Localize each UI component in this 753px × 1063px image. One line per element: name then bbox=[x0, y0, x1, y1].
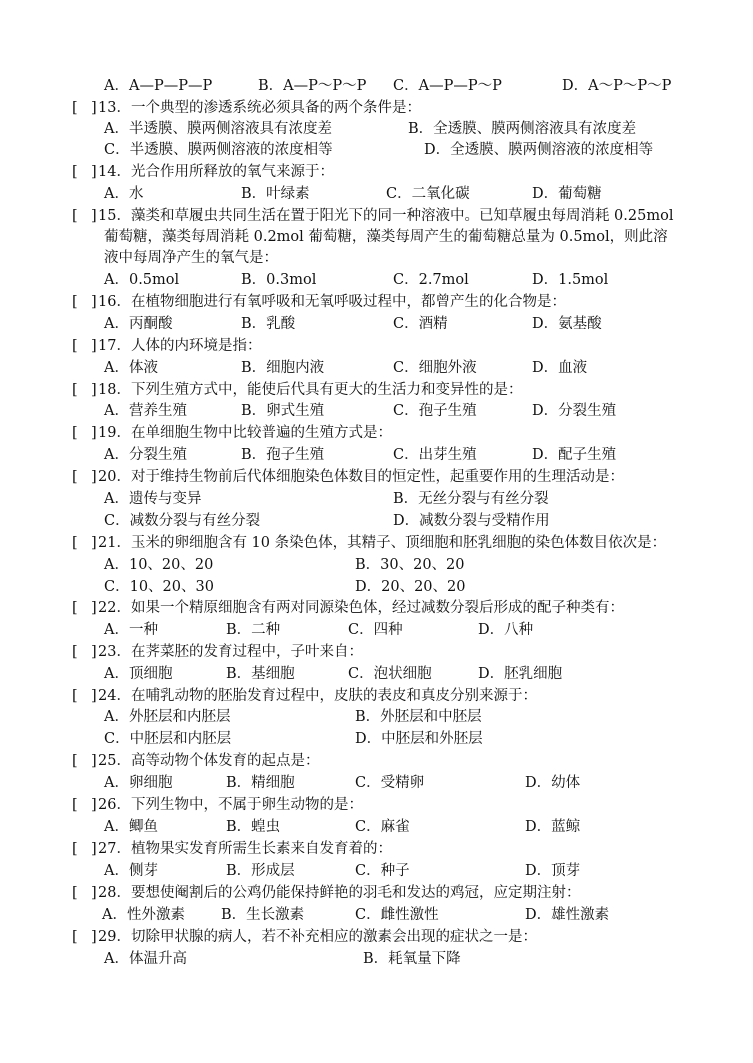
q22-options-row bbox=[0, 620, 753, 642]
q16-option-c: C．酒精 bbox=[393, 316, 448, 332]
answer-bracket-open: [ bbox=[72, 294, 78, 310]
answer-bracket-open: [ bbox=[72, 644, 78, 660]
q26-option-b: B．蝗虫 bbox=[226, 819, 281, 835]
q13-option-d: D．全透膜、膜两侧溶液的浓度相等 bbox=[424, 142, 654, 158]
q12-option-d: D．A～P～P～P bbox=[562, 78, 672, 94]
answer-bracket-close: ] bbox=[91, 535, 97, 551]
q20-option-a: A．遗传与变异 bbox=[104, 491, 202, 507]
q18-stem: 18．下列生殖方式中，能使后代具有更大的生活力和变异性的是： bbox=[98, 382, 523, 398]
q22-option-a: A．一种 bbox=[104, 622, 158, 638]
q25-options-row bbox=[0, 773, 753, 795]
q29-stem: 29．切除甲状腺的病人，若不补充相应的激素会出现的症状之一是： bbox=[98, 929, 537, 945]
answer-bracket-open: [ bbox=[72, 841, 78, 857]
q16-option-d: D．氨基酸 bbox=[532, 316, 602, 332]
q18-option-c: C．孢子生殖 bbox=[393, 403, 477, 419]
q19-stem: 19．在单细胞生物中比较普遍的生殖方式是： bbox=[98, 425, 392, 441]
q19-stem-row bbox=[0, 423, 753, 445]
q29-option-b: B．耗氧量下降 bbox=[363, 951, 461, 967]
q13-options-row-1 bbox=[0, 119, 753, 141]
q19-option-d: D．配子生殖 bbox=[532, 447, 617, 463]
q24-stem: 24．在哺乳动物的胚胎发育过程中，皮肤的表皮和真皮分别来源于： bbox=[98, 688, 537, 704]
answer-bracket-close: ] bbox=[91, 688, 97, 704]
q28-option-c: C．雌性激性 bbox=[355, 907, 439, 923]
q23-option-b: B．基细胞 bbox=[226, 666, 295, 682]
q14-option-a: A．水 bbox=[104, 186, 144, 202]
q20-option-b: B．无丝分裂与有丝分裂 bbox=[393, 491, 549, 507]
q17-stem-row bbox=[0, 336, 753, 358]
q19-option-b: B．孢子生殖 bbox=[241, 447, 325, 463]
q20-option-c: C．减数分裂与有丝分裂 bbox=[104, 513, 261, 529]
q16-stem: 16．在植物细胞进行有氧呼吸和无氧呼吸过程中，都曾产生的化合物是： bbox=[98, 294, 566, 310]
q13-option-b: B．全透膜、膜两侧溶液具有浓度差 bbox=[408, 121, 637, 137]
q24-option-c: C．中胚层和内胚层 bbox=[104, 731, 232, 747]
q18-option-a: A．营养生殖 bbox=[104, 403, 187, 419]
q12-option-a: A．A—P—P—P bbox=[104, 78, 213, 94]
q22-option-d: D．八种 bbox=[478, 622, 534, 638]
q14-option-d: D．葡萄糖 bbox=[532, 186, 602, 202]
q27-option-b: B．形成层 bbox=[226, 863, 295, 879]
q27-stem-row bbox=[0, 839, 753, 861]
answer-bracket-close: ] bbox=[91, 841, 97, 857]
q27-options-row bbox=[0, 861, 753, 883]
q13-stem-row bbox=[0, 98, 753, 120]
q21-option-d: D．20、20、20 bbox=[355, 579, 466, 595]
answer-bracket-close: ] bbox=[91, 600, 97, 616]
q13-option-a: A．半透膜、膜两侧溶液具有浓度差 bbox=[104, 121, 332, 137]
q16-option-b: B．乳酸 bbox=[241, 316, 296, 332]
answer-bracket-close: ] bbox=[91, 929, 97, 945]
q27-option-c: C．种子 bbox=[355, 863, 410, 879]
q21-stem: 21．玉米的卵细胞含有 10 条染色体，其精子、顶细胞和胚乳细胞的染色体数目依次是： bbox=[98, 535, 667, 551]
q26-options-row bbox=[0, 817, 753, 839]
q15-options-row bbox=[0, 270, 753, 292]
q16-stem-row bbox=[0, 292, 753, 314]
q28-option-a: A．性外激素 bbox=[102, 907, 185, 923]
q15-stem: 15．藻类和草履虫共同生活在置于阳光下的同一种溶液中。已知草履虫每周消耗 0.25mol bbox=[98, 208, 674, 224]
answer-bracket-close: ] bbox=[91, 753, 97, 769]
q17-option-b: B．细胞内液 bbox=[241, 360, 325, 376]
answer-bracket-open: [ bbox=[72, 600, 78, 616]
q29-options-row bbox=[0, 949, 753, 971]
answer-bracket-close: ] bbox=[91, 100, 97, 116]
answer-bracket-open: [ bbox=[72, 100, 78, 116]
q23-stem: 23．在荠菜胚的发育过程中，子叶来自： bbox=[98, 644, 363, 660]
q21-option-b: B．30、20、20 bbox=[355, 557, 465, 573]
q20-option-d: D．减数分裂与受精作用 bbox=[393, 513, 550, 529]
q29-option-a: A．体温升高 bbox=[104, 951, 187, 967]
q26-stem-row bbox=[0, 795, 753, 817]
q29-stem-row bbox=[0, 927, 753, 949]
q17-option-a: A．体液 bbox=[104, 360, 158, 376]
q15-stem-line-3: 液中每周净产生的氧气是： bbox=[104, 250, 278, 266]
q28-options-row bbox=[0, 905, 753, 927]
answer-bracket-open: [ bbox=[72, 688, 78, 704]
q24-option-a: A．外胚层和内胚层 bbox=[104, 709, 231, 725]
q20-stem-row bbox=[0, 467, 753, 489]
q24-options-row-2 bbox=[0, 729, 753, 751]
answer-bracket-open: [ bbox=[72, 338, 78, 354]
answer-bracket-close: ] bbox=[91, 797, 97, 813]
answer-bracket-open: [ bbox=[72, 469, 78, 485]
q15-stem-row bbox=[0, 206, 753, 228]
q27-stem: 27．植物果实发育所需生长素来自发育着的： bbox=[98, 841, 392, 857]
q27-option-d: D．顶芽 bbox=[525, 863, 581, 879]
q14-option-b: B．叶绿素 bbox=[241, 186, 310, 202]
q21-option-a: A．10、20、20 bbox=[104, 557, 214, 573]
q16-option-a: A．丙酮酸 bbox=[104, 316, 173, 332]
q23-option-a: A．顶细胞 bbox=[104, 666, 173, 682]
q27-option-a: A．侧芽 bbox=[104, 863, 158, 879]
q16-options-row bbox=[0, 314, 753, 336]
q15-stem-continued bbox=[0, 227, 753, 249]
q23-option-c: C．泡状细胞 bbox=[348, 666, 432, 682]
q24-option-b: B．外胚层和中胚层 bbox=[355, 709, 482, 725]
answer-bracket-close: ] bbox=[91, 425, 97, 441]
q12-options-row bbox=[0, 76, 753, 98]
answer-bracket-open: [ bbox=[72, 425, 78, 441]
q13-options-row-2 bbox=[0, 140, 753, 162]
q17-stem: 17．人体的内环境是指： bbox=[98, 338, 262, 354]
q14-stem: 14．光合作用所释放的氧气来源于： bbox=[98, 164, 334, 180]
answer-bracket-close: ] bbox=[91, 885, 97, 901]
q26-option-c: C．麻雀 bbox=[355, 819, 410, 835]
answer-bracket-close: ] bbox=[91, 294, 97, 310]
q24-option-d: D．中胚层和外胚层 bbox=[355, 731, 483, 747]
q19-options-row bbox=[0, 445, 753, 467]
q15-option-c: C．2.7mol bbox=[393, 272, 469, 288]
q25-option-b: B．精细胞 bbox=[226, 775, 295, 791]
answer-bracket-close: ] bbox=[91, 164, 97, 180]
answer-bracket-close: ] bbox=[91, 469, 97, 485]
q25-option-c: C．受精卵 bbox=[355, 775, 425, 791]
q28-stem-row bbox=[0, 883, 753, 905]
q13-stem: 13．一个典型的渗透系统必须具备的两个条件是： bbox=[98, 100, 421, 116]
q20-stem: 20．对于维持生物前后代体细胞染色体数目的恒定性，起重要作用的生理活动是： bbox=[98, 469, 624, 485]
q22-option-b: B．二种 bbox=[226, 622, 281, 638]
q15-option-d: D．1.5mol bbox=[532, 272, 609, 288]
q19-option-c: C．出芽生殖 bbox=[393, 447, 477, 463]
answer-bracket-open: [ bbox=[72, 885, 78, 901]
q26-option-d: D．蓝鲸 bbox=[525, 819, 581, 835]
q17-option-d: D．血液 bbox=[532, 360, 588, 376]
q21-option-c: C．10、20、30 bbox=[104, 579, 214, 595]
q24-stem-row bbox=[0, 686, 753, 708]
answer-bracket-close: ] bbox=[91, 644, 97, 660]
q19-option-a: A．分裂生殖 bbox=[104, 447, 187, 463]
q21-options-row-1 bbox=[0, 555, 753, 577]
q20-options-row-1 bbox=[0, 489, 753, 511]
answer-bracket-open: [ bbox=[72, 753, 78, 769]
answer-bracket-close: ] bbox=[91, 382, 97, 398]
q13-option-c: C．半透膜、膜两侧溶液的浓度相等 bbox=[104, 142, 333, 158]
q17-option-c: C．细胞外液 bbox=[393, 360, 477, 376]
q17-options-row bbox=[0, 358, 753, 380]
q25-option-d: D．幼体 bbox=[525, 775, 581, 791]
q20-options-row-2 bbox=[0, 511, 753, 533]
q14-options-row bbox=[0, 184, 753, 206]
q21-options-row-2 bbox=[0, 577, 753, 599]
q24-options-row-1 bbox=[0, 707, 753, 729]
q26-option-a: A．鲫鱼 bbox=[104, 819, 158, 835]
q14-stem-row bbox=[0, 162, 753, 184]
answer-bracket-close: ] bbox=[91, 208, 97, 224]
answer-bracket-open: [ bbox=[72, 208, 78, 224]
q26-stem: 26．下列生物中，不属于卵生动物的是： bbox=[98, 797, 363, 813]
answer-bracket-open: [ bbox=[72, 164, 78, 180]
q18-options-row bbox=[0, 401, 753, 423]
answer-bracket-close: ] bbox=[91, 338, 97, 354]
answer-bracket-open: [ bbox=[72, 929, 78, 945]
q15-stem-line-2: 葡萄糖，藻类每周消耗 0.2mol 葡萄糖，藻类每周产生的葡萄糖总量为 0.5mol，则此溶 bbox=[104, 229, 668, 245]
answer-bracket-open: [ bbox=[72, 797, 78, 813]
q23-options-row bbox=[0, 664, 753, 686]
q23-option-d: D．胚乳细胞 bbox=[478, 666, 563, 682]
q21-stem-row bbox=[0, 533, 753, 555]
q23-stem-row bbox=[0, 642, 753, 664]
q22-stem-row bbox=[0, 598, 753, 620]
q28-option-b: B．生长激素 bbox=[221, 907, 305, 923]
q22-stem: 22．如果一个精原细胞含有两对同源染色体，经过减数分裂后形成的配子种类有： bbox=[98, 600, 624, 616]
q12-option-b: B．A—P～P～P bbox=[258, 78, 367, 94]
q22-option-c: C．四种 bbox=[348, 622, 403, 638]
answer-bracket-open: [ bbox=[72, 382, 78, 398]
q25-stem-row bbox=[0, 751, 753, 773]
q28-option-d: D．雄性激素 bbox=[525, 907, 610, 923]
q25-stem: 25．高等动物个体发育的起点是： bbox=[98, 753, 320, 769]
answer-bracket-open: [ bbox=[72, 535, 78, 551]
q18-option-b: B．卵式生殖 bbox=[241, 403, 325, 419]
q15-stem-continued bbox=[0, 248, 753, 270]
q14-option-c: C．二氧化碳 bbox=[386, 186, 470, 202]
q15-option-a: A．0.5mol bbox=[104, 272, 180, 288]
q15-option-b: B．0.3mol bbox=[241, 272, 317, 288]
q18-stem-row bbox=[0, 380, 753, 402]
q25-option-a: A．卵细胞 bbox=[104, 775, 173, 791]
q12-option-c: C．A—P—P～P bbox=[393, 78, 502, 94]
q28-stem: 28．要想使阉割后的公鸡仍能保持鲜艳的羽毛和发达的鸡冠，应定期注射： bbox=[98, 885, 581, 901]
q18-option-d: D．分裂生殖 bbox=[532, 403, 617, 419]
